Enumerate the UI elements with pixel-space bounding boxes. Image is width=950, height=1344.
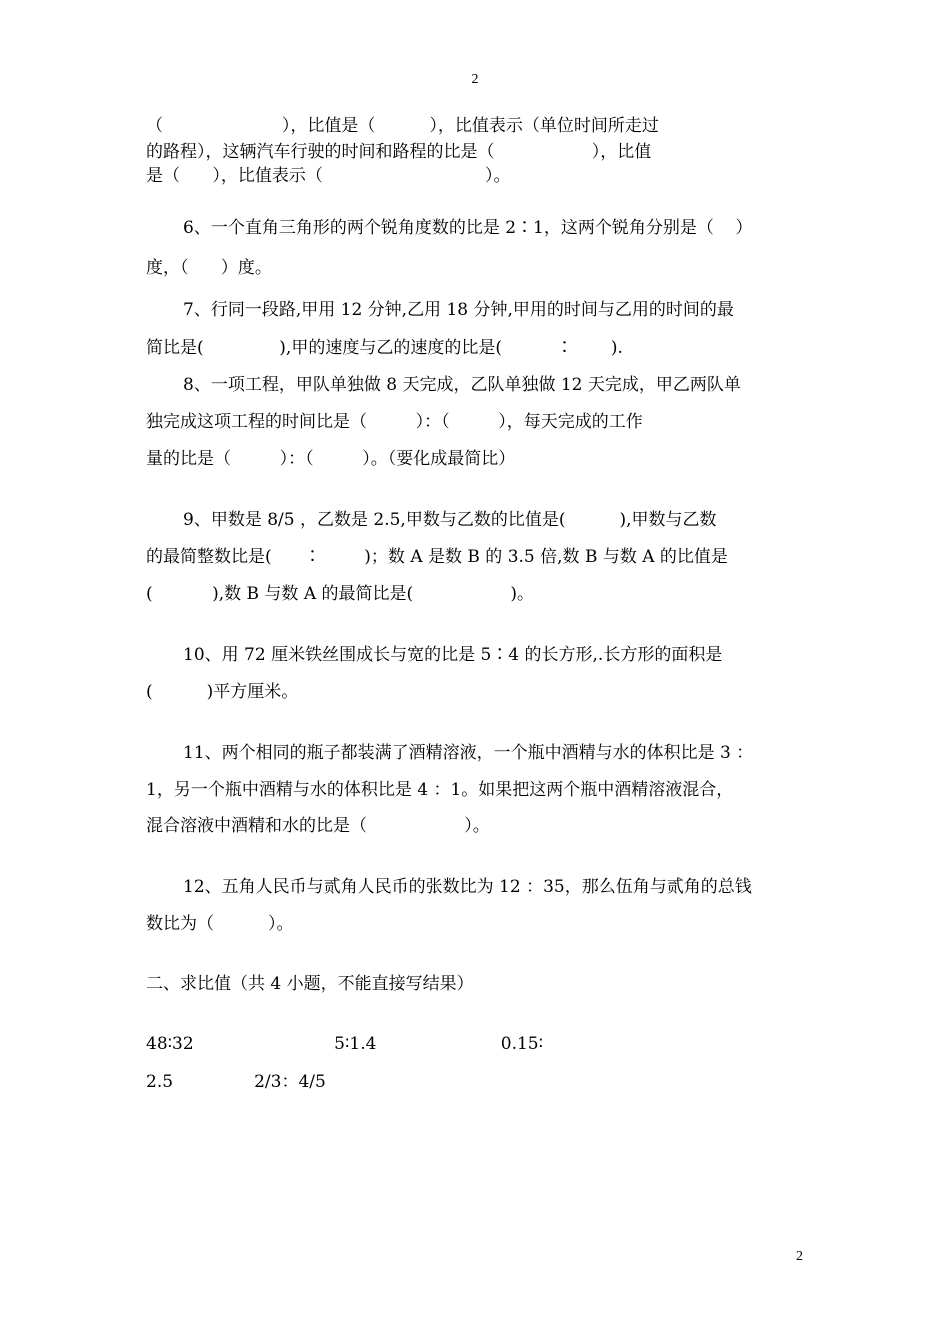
page-number-top: 2 — [471, 72, 479, 87]
section-heading: 二、求比值（共 4 小题，不能直接写结果） — [146, 974, 474, 994]
page-number-bottom: 2 — [796, 1249, 803, 1264]
question-10-line-1: 10、用 72 厘米铁丝围成长与宽的比是 5∶4 的长方形,.长方形的面积是 — [183, 645, 723, 665]
question-10-line-2: ( )平方厘米。 — [146, 682, 299, 702]
question-9-line-1: 9、甲数是 8/5 ，乙数是 2.5,甲数与乙数的比值是( ),甲数与乙数 — [183, 510, 717, 530]
text-line: 的路程），这辆汽车行驶的时间和路程的比是（ ），比值 — [146, 142, 652, 162]
ratio-problems-row-2: 2.5 2/3：4/5 — [146, 1072, 326, 1092]
question-7-line-1: 7、行同一段路,甲用 12 分钟,乙用 18 分钟,甲用的时间与乙用的时间的最 — [183, 300, 734, 320]
question-9-line-2: 的最简整数比是( ∶ )；数 A 是数 B 的 3.5 倍,数 B 与数 A 的比值是 — [146, 547, 728, 567]
question-8-line-2: 独完成这项工程的时间比是（ ）：（ ），每天完成的工作 — [146, 412, 643, 432]
question-11-line-3: 混合溶液中酒精和水的比是（ ）。 — [146, 816, 490, 836]
question-11-line-2: 1，另一个瓶中酒精与水的体积比是 4 ：1。如果把这两个瓶中酒精溶液混合， — [146, 780, 734, 800]
question-6-line-1: 6、一个直角三角形的两个锐角度数的比是 2∶1，这两个锐角分别是（ ） — [183, 218, 753, 238]
question-6-line-2: 度，（ ）度。 — [146, 258, 272, 278]
question-7-line-2: 简比是( ),甲的速度与乙的速度的比是( ∶ ). — [146, 338, 623, 358]
question-12-line-1: 12、五角人民币与贰角人民币的张数比为 12 ：35，那么伍角与贰角的总钱 — [183, 877, 752, 897]
question-12-line-2: 数比为（ ）。 — [146, 914, 294, 934]
ratio-problems-row-1: 48∶32 5∶1.4 0.15∶ — [146, 1034, 544, 1054]
question-8-line-3: 量的比是（ ）：（ ）。（要化成最简比） — [146, 449, 516, 469]
text-line: 是（ ），比值表示（ ）。 — [146, 166, 511, 186]
question-8-line-1: 8、一项工程，甲队单独做 8 天完成，乙队单独做 12 天完成，甲乙两队单 — [183, 375, 741, 395]
question-9-line-3: ( ),数 B 与数 A 的最简比是( )。 — [146, 584, 535, 604]
text-line: （ ），比值是（ ），比值表示（单位时间所走过 — [146, 116, 659, 136]
question-11-line-1: 11、两个相同的瓶子都装满了酒精溶液，一个瓶中酒精与水的体积比是 3 ： — [183, 743, 754, 763]
